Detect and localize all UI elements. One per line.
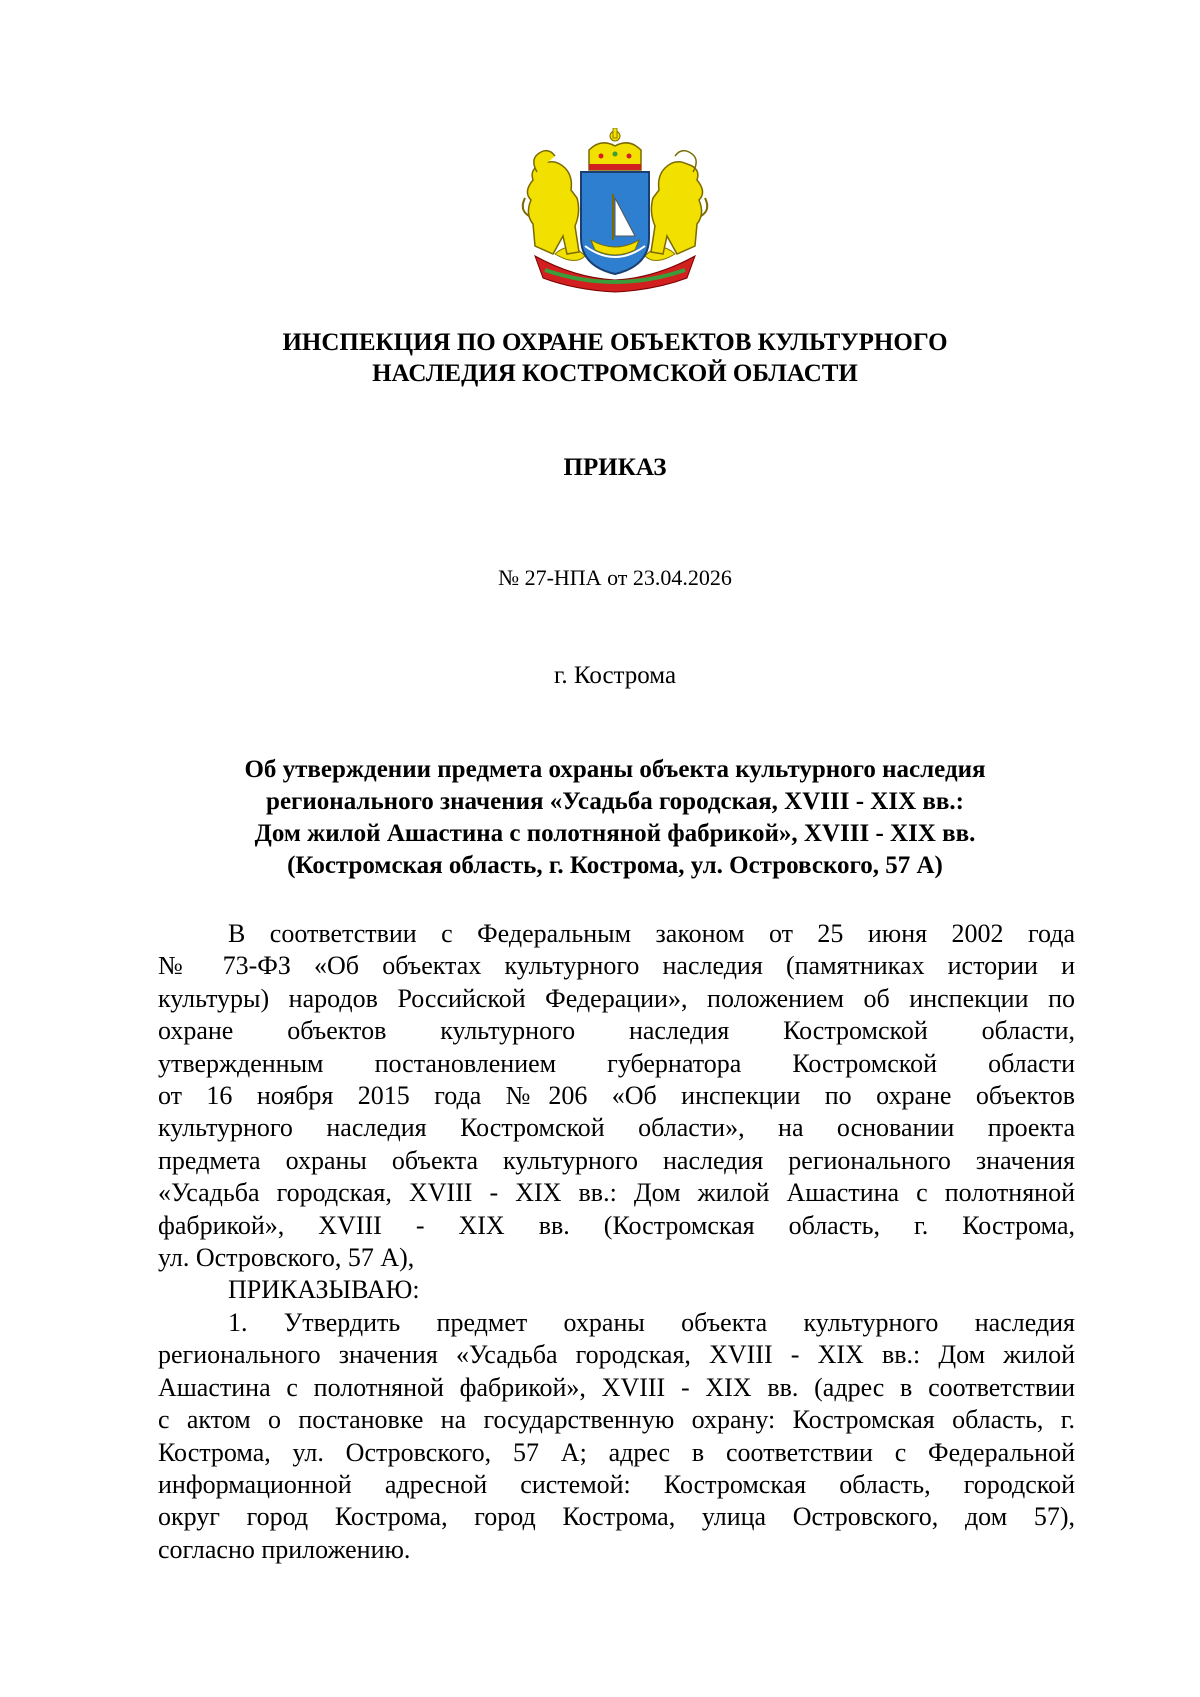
order-subject bbox=[120, 754, 1110, 882]
org-line-1: ИНСПЕКЦИЯ ПО ОХРАНЕ ОБЪЕКТОВ КУЛЬТУРНОГО bbox=[282, 329, 948, 356]
preamble-line: В соответствии с Федеральным законом от 25 июня 2002 года bbox=[228, 919, 1075, 948]
item-1-line: округ город Кострома, город Кострома, улица Островского, дом 57), bbox=[158, 1502, 1075, 1532]
item-1-line: согласно приложению. bbox=[158, 1534, 411, 1564]
subject-line-4: (Костромская область, г. Кострома, ул. Островского, 57 А) bbox=[287, 852, 943, 879]
org-line-2: НАСЛЕДИЯ КОСТРОМСКОЙ ОБЛАСТИ bbox=[372, 360, 858, 387]
document-type: ПРИКАЗ bbox=[563, 454, 667, 481]
preamble-line: охране объектов культурного наследия Костромской области, bbox=[158, 1016, 1075, 1046]
preamble-line: № 73-ФЗ «Об объектах культурного наследия (памятниках истории и bbox=[158, 951, 1075, 981]
item-1-line: Ашастина с полотняной фабрикой», XVIII - XIX вв. (адрес в соответствии bbox=[158, 1372, 1075, 1402]
preamble-line: утвержденным постановлением губернатора Костромской области bbox=[158, 1048, 1075, 1078]
organization-name bbox=[120, 327, 1110, 389]
preamble-line: культуры) народов Российской Федерации», положением об инспекции по bbox=[158, 983, 1075, 1013]
order-word: ПРИКАЗЫВАЮ: bbox=[228, 1275, 420, 1305]
preamble-line: фабрикой», XVIII - XIX вв. (Костромская область, г. Кострома, bbox=[158, 1210, 1075, 1240]
preamble-line: от 16 ноября 2015 года №206 «Об инспекции по охране объектов bbox=[158, 1081, 1075, 1111]
item-1-line: с актом о постановке на государственную охрану: Костромская область, г. bbox=[158, 1405, 1075, 1435]
preamble-line: предмета охраны объекта культурного наследия регионального значения bbox=[158, 1145, 1075, 1175]
subject-line-3: Дом жилой Ашастина с полотняной фабрикой», XVIII - XIX вв. bbox=[254, 820, 976, 847]
item-1-line: регионального значения «Усадьба городская, XVIII - XIX вв.: Дом жилой bbox=[158, 1340, 1075, 1370]
order-number-date: № 27-НПА от 23.04.2026 bbox=[498, 565, 732, 590]
city: г. Кострома bbox=[553, 662, 677, 689]
preamble-line: «Усадьба городская, XVIII - XIX вв.: Дом жилой Ашастина с полотняной bbox=[158, 1178, 1075, 1208]
order-body bbox=[158, 918, 1075, 1566]
coat-of-arms-icon bbox=[515, 128, 715, 294]
item-1-line: 1. Утвердить предмет охраны объекта культурного наследия bbox=[228, 1307, 1075, 1337]
preamble-line: ул. Островского, 57 А), bbox=[158, 1243, 415, 1273]
item-1-line: Кострома, ул. Островского, 57 А; адрес в соответствии с Федеральной bbox=[158, 1437, 1075, 1467]
subject-line-2: регионального значения «Усадьба городская, XVIII - XIX вв.: bbox=[266, 788, 964, 815]
preamble-line: культурного наследия Костромской области», на основании проекта bbox=[158, 1113, 1075, 1143]
item-1-line: информационной адресной системой: Костромская область, городской bbox=[158, 1469, 1075, 1499]
subject-line-1: Об утверждении предмета охраны объекта культурного наследия bbox=[244, 756, 986, 783]
